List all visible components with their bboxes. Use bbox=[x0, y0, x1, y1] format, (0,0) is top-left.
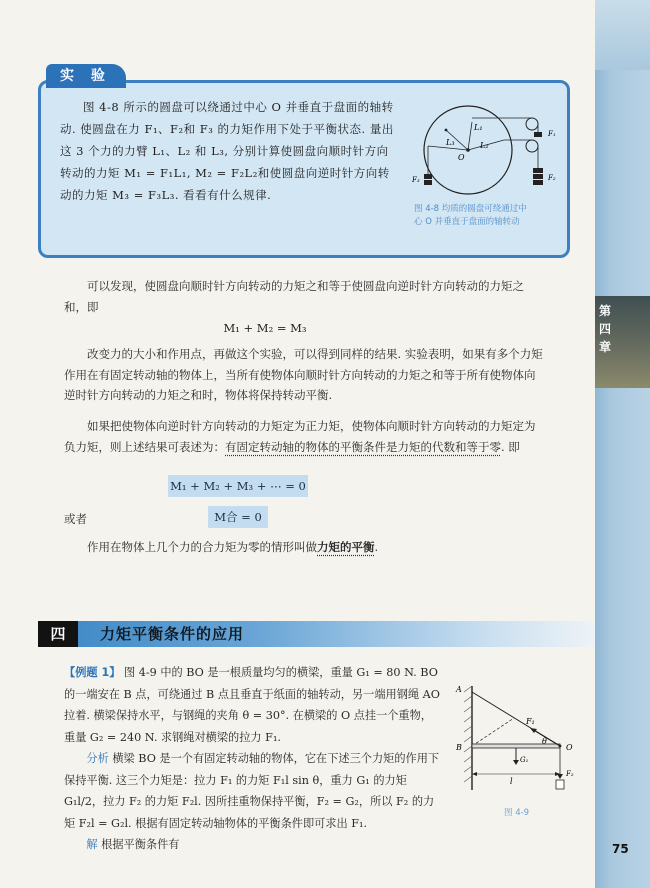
term-torque-balance: 力矩的平衡 bbox=[317, 540, 375, 554]
label-o: O bbox=[458, 153, 465, 162]
equation-1: M₁ + M₂ = M₃ bbox=[223, 321, 307, 335]
chapter-tab bbox=[595, 296, 650, 388]
figure-4-8-caption bbox=[414, 203, 564, 229]
figure-4-9-beam bbox=[450, 680, 590, 800]
paragraph-1: 可以发现，使圆盘向顺时针方向转动的力矩之和等于使圆盘向逆时针方向转动的力矩之和，即 bbox=[64, 279, 524, 314]
experiment-text bbox=[60, 96, 400, 206]
paragraph-4-lead: 作用在物体上几个力的合力矩为零的情形叫做 bbox=[87, 540, 317, 554]
label-f1: F₁ bbox=[526, 717, 535, 726]
label-o: O bbox=[566, 743, 573, 752]
paragraph-2: 改变力的大小和作用点，再做这个实验，可以得到同样的结果. 实验表明，如果有多个力矩作用在有固定转动轴的物体上，当所有使物体向顺时针方向转动的力矩之和等于所有使物体向逆时针方向转动的力矩之和时，物体将保持转动平衡. bbox=[64, 347, 543, 402]
label-l1: L₁ bbox=[474, 123, 483, 132]
equation-2: M₁ + M₂ + M₃ + ⋯ = 0 bbox=[168, 475, 308, 497]
label-f2: F₂ bbox=[566, 770, 574, 778]
example-analysis bbox=[64, 748, 442, 834]
label-b: B bbox=[456, 743, 462, 752]
paragraph-4-tail: . bbox=[374, 540, 379, 554]
margin-band-top bbox=[595, 0, 650, 70]
label-l: l bbox=[510, 777, 513, 786]
figure-4-8-disk bbox=[408, 100, 568, 205]
label-l2: L₂ bbox=[480, 141, 489, 150]
paragraph-3-tail: . 即 bbox=[501, 439, 520, 454]
chapter-char-2: 四 bbox=[599, 322, 612, 336]
experiment-tag: 实 验 bbox=[46, 64, 126, 88]
label-l3: L₃ bbox=[446, 138, 455, 147]
chapter-char-3: 章 bbox=[599, 340, 612, 354]
chapter-char-1: 第 bbox=[599, 304, 612, 318]
equation-3: M合 = 0 bbox=[208, 506, 268, 528]
label-g1: G₁ bbox=[520, 756, 529, 764]
example-label: 【例题 1】 bbox=[64, 666, 121, 679]
or-label: 或者 bbox=[64, 512, 87, 526]
equilibrium-condition: 有固定转动轴的物体的平衡条件是力矩的代数和等于零 bbox=[225, 439, 501, 454]
figure-4-9-caption: 图 4-9 bbox=[504, 808, 530, 818]
analysis-text: 横梁 BO 是一个有固定转动轴的物体，它在下述三个力矩的作用下保持平衡. 这三个力矩是：拉力 F₁ 的力矩 F₁l sin θ，重力 G₁ 的力矩G₁l/2，拉力 F₂ 的力矩 F₂l. 因所挂重物保持平衡，F₂ = G₂，所以 F₂ 的力矩 F₂l = G₂l. 根据有固定转动轴物体的平衡条件即可求出 F₁. bbox=[64, 752, 440, 830]
solution-label: 解 bbox=[86, 838, 98, 851]
label-a: A bbox=[456, 685, 462, 694]
paragraph-4 bbox=[64, 537, 544, 558]
margin-band bbox=[595, 0, 650, 888]
analysis-label: 分析 bbox=[86, 752, 109, 765]
solution-text: 根据平衡条件有 bbox=[101, 838, 180, 851]
paragraph-3 bbox=[64, 416, 544, 457]
example-text: 图 4-9 中的 BO 是一根质量均匀的横梁，重量 G₁ = 80 N. BO 的一端安在 B 点，可绕通过 B 点且垂直于纸面的轴转动，另一端用钢绳 AO 拉着. 横梁保持水平，与钢绳的夹角 θ = 30°. 在横梁的 O 点挂一个重物，重量 G₂ = 240 N. 求钢绳对横梁的拉力 F₁. bbox=[64, 666, 440, 744]
figure-4-8-caption-line1: 图 4-8 均质的圆盘可绕通过中 bbox=[414, 204, 527, 214]
section-number: 四 bbox=[38, 621, 78, 647]
example-problem bbox=[64, 662, 442, 748]
label-f2: F₂ bbox=[548, 174, 556, 182]
label-f1: F₁ bbox=[548, 130, 556, 138]
example-1 bbox=[64, 662, 442, 856]
experiment-paragraph: 图 4-8 所示的圆盘可以绕通过中心 O 并垂直于盘面的轴转动. 使圆盘在力 F₁、F₂和 F₃ 的力矩作用下处于平衡状态. 量出这 3 个力的力臂 L₁、L₂ 和 L₃, 分别计算使圆盘向顺时针方向转动的力矩 M₁ = F₁L₁, M₂ = F₂L₂和使圆盘向逆时针方向转动的力矩 M₃ = F₃L₃. 看看有什么规律. bbox=[60, 100, 394, 202]
example-solution bbox=[64, 834, 442, 856]
section-title: 力矩平衡条件的应用 bbox=[100, 625, 245, 643]
page-number: 75 bbox=[612, 842, 629, 856]
figure-4-8-caption-line2: 心 O 并垂直于盘面的轴转动 bbox=[414, 217, 520, 227]
paragraph-3-lead: 如果把使物体向逆时针方向转动的力矩定为正力矩，使物体向顺时针方向转动的力矩定为负力矩，则上述结果可表述为： bbox=[64, 419, 536, 454]
label-f3: F₃ bbox=[412, 176, 420, 184]
label-theta: θ bbox=[542, 737, 547, 746]
